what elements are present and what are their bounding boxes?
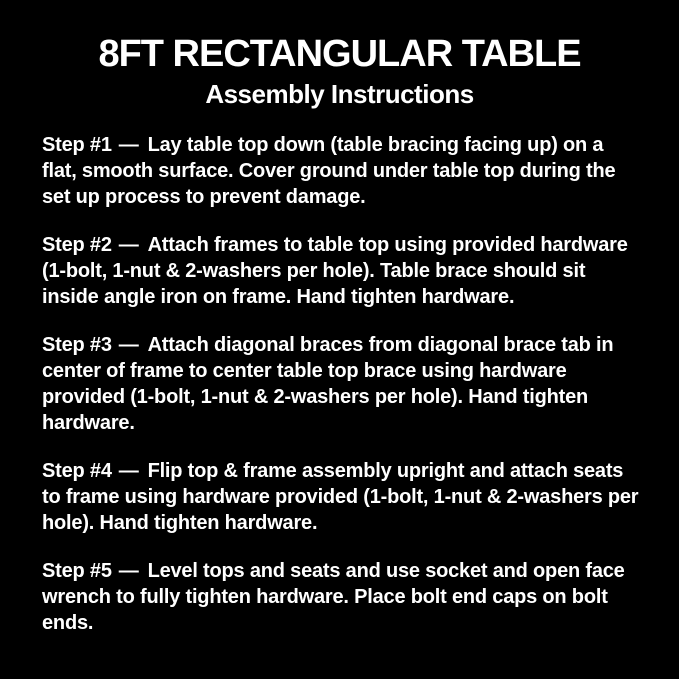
step-paragraph-2 [42,232,639,310]
step-label: Step #2 [42,233,112,256]
step-paragraph-5 [42,558,639,636]
page-title: 8FT RECTANGULAR TABLE [98,33,581,75]
steps-list [0,110,679,636]
step-text: Flip top & frame assembly upright and attach seats to frame using hardware provided (1-bolt, 1-nut & 2-washers per hole). Hand tighten hardware. [42,459,639,534]
step-paragraph-1 [42,132,639,210]
step-paragraph-4 [42,458,639,536]
step-text: Attach frames to table top using provided hardware (1-bolt, 1-nut & 2-washers per hole). Table brace should sit inside angle iron on frame. Hand tighten hardware. [42,233,628,308]
em-dash: — [118,133,139,156]
em-dash: — [118,459,139,482]
em-dash: — [118,233,139,256]
page-subtitle: Assembly Instructions [205,78,474,109]
step-label: Step #4 [42,459,112,482]
step-label: Step #5 [42,559,112,582]
step-label: Step #1 [42,133,112,156]
step-label: Step #3 [42,333,112,356]
step-paragraph-3 [42,332,639,436]
step-text: Level tops and seats and use socket and open face wrench to fully tighten hardware. Place bolt end caps on bolt ends. [42,559,625,634]
em-dash: — [118,333,139,356]
em-dash: — [118,559,139,582]
step-text: Attach diagonal braces from diagonal brace tab in center of frame to center table top brace using hardware provided (1-bolt, 1-nut & 2-washers per hole). Hand tighten hardware. [42,333,614,434]
step-text: Lay table top down (table bracing facing up) on a flat, smooth surface. Cover ground under table top during the set up process to prevent damage. [42,133,616,208]
